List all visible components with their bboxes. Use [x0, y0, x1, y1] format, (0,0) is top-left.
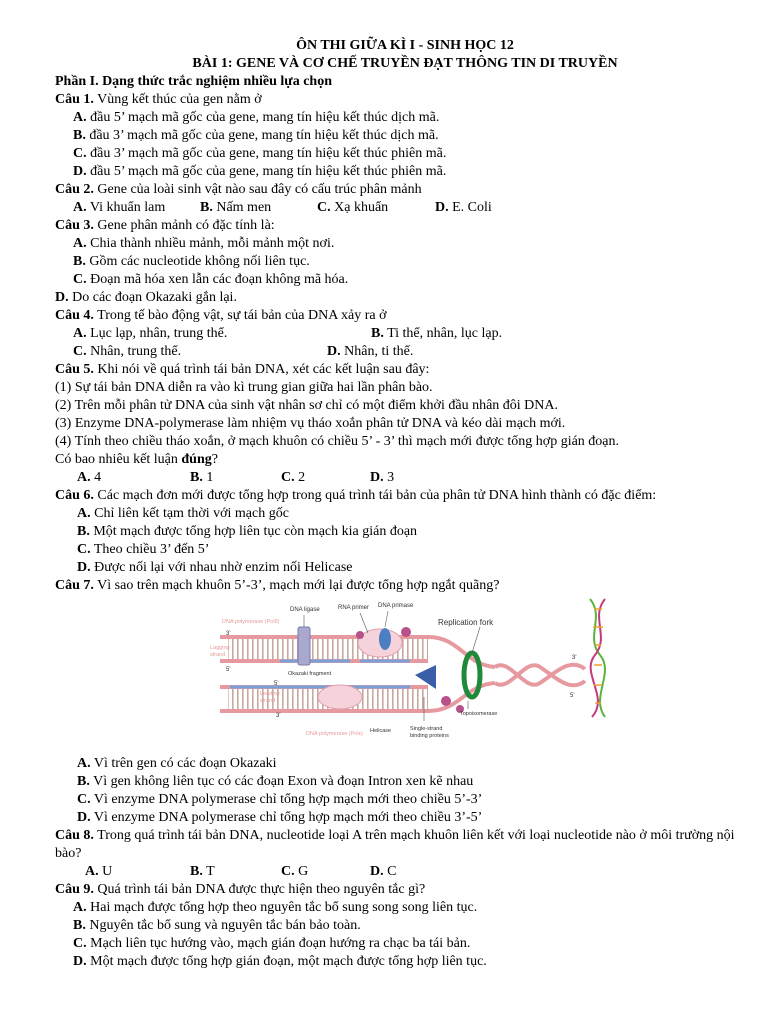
- option-label: C.: [317, 200, 331, 215]
- option-text: Lục lạp, nhân, trung thể.: [90, 326, 228, 341]
- question-text: Quá trình tái bản DNA được thực hiện theo nguyên tắc gì?: [93, 882, 426, 897]
- option-c: [55, 791, 755, 809]
- option-label: C.: [73, 936, 87, 951]
- option-d: [55, 559, 755, 577]
- question-text: Trong tế bào động vật, sự tái bản của DNA xảy ra ở: [93, 308, 387, 323]
- statement-4: (4) Tính theo chiều tháo xoắn, ở mạch khuôn có chiều 5’ - 3’ thì mạch mới được tổng hợp gián đoạn.: [55, 434, 620, 449]
- option-d: [435, 199, 492, 217]
- question-4: [55, 307, 755, 325]
- question-8: [55, 827, 755, 863]
- option-label: D.: [77, 560, 91, 575]
- option-d: [370, 469, 394, 487]
- option-d: [55, 289, 755, 307]
- question-number: Câu 5.: [55, 362, 94, 377]
- option-label: D.: [73, 164, 87, 179]
- question-number: Câu 6.: [55, 488, 94, 503]
- option-text: C: [387, 864, 397, 879]
- option-label: B.: [73, 128, 86, 143]
- option-label: D.: [55, 290, 69, 305]
- label-topoisomerase: Topoisomerase: [460, 711, 498, 717]
- question-text: Vì sao trên mạch khuôn 5’-3’, mạch mới lại được tổng hợp ngắt quãng?: [93, 578, 500, 593]
- question-2: [55, 181, 755, 199]
- option-b: [55, 127, 755, 145]
- option-text: Chỉ liên kết tạm thời với mạch gốc: [94, 506, 289, 521]
- question-number: Câu 1.: [55, 92, 94, 107]
- option-text: đầu 5’ mạch mã gốc của gene, mang tín hiệu kết thúc dịch mã.: [90, 110, 440, 125]
- doc-title-2: BÀI 1: GENE VÀ CƠ CHẾ TRUYỀN ĐẠT THÔNG TIN DI TRUYỀN: [192, 56, 618, 71]
- option-text: Nhân, ti thể.: [344, 344, 414, 359]
- option-a: [55, 755, 755, 773]
- option-text: Gồm các nucleotide không nối liên tục.: [89, 254, 310, 269]
- option-text: Vì trên gen có các đoạn Okazaki: [93, 756, 277, 771]
- option-a: [73, 199, 165, 217]
- option-text: Chia thành nhiều mảnh, mỗi mảnh một nơi.: [90, 236, 335, 251]
- option-text: 2: [298, 470, 306, 485]
- option-label: A.: [77, 756, 91, 771]
- option-b: [55, 523, 755, 541]
- question-number: Câu 7.: [55, 578, 94, 593]
- option-c: [55, 541, 755, 559]
- option-label: A.: [85, 864, 99, 879]
- label-helicase: Helicase: [370, 728, 392, 734]
- option-c: [281, 863, 308, 881]
- option-c: [55, 145, 755, 163]
- ssb-protein: [401, 627, 411, 637]
- question-9: [55, 881, 755, 899]
- statement-2: (2) Trên mỗi phân tử DNA của sinh vật nhân sơ chỉ có một điểm khởi đầu nhân đôi DNA.: [55, 398, 559, 413]
- option-text: T: [206, 864, 215, 879]
- label-3-upper: 3': [226, 631, 231, 637]
- question-number: Câu 4.: [55, 308, 94, 323]
- option-c: [55, 271, 755, 289]
- doc-title-1: ÔN THI GIỮA KÌ I - SINH HỌC 12: [296, 38, 514, 53]
- option-label: B.: [77, 524, 90, 539]
- option-a: [77, 469, 101, 487]
- option-c: [55, 935, 755, 953]
- option-text: Nguyên tắc bổ sung và nguyên tắc bán bảo toàn.: [89, 918, 361, 933]
- option-text: Đoạn mã hóa xen lẫn các đoạn không mã hóa.: [90, 272, 349, 287]
- label-ssb-1: Single-strand: [410, 726, 443, 732]
- option-text: 3: [387, 470, 395, 485]
- option-label: C.: [77, 792, 91, 807]
- label-dna-ligase: DNA ligase: [290, 607, 320, 613]
- dna-ligase-shape: [298, 627, 310, 665]
- option-label: D.: [435, 200, 449, 215]
- option-label: D.: [327, 344, 341, 359]
- label-3-lower: 3': [276, 713, 281, 719]
- option-label: C.: [281, 864, 295, 879]
- question-6: [55, 487, 755, 505]
- option-text: E. Coli: [452, 200, 492, 215]
- question-number: Câu 3.: [55, 218, 94, 233]
- question-1: [55, 91, 755, 109]
- prompt-emphasis: đúng: [181, 452, 212, 467]
- option-label: D.: [77, 810, 91, 825]
- option-text: Vì enzyme DNA polymerase chỉ tổng hợp mạch mới theo chiều 3’-5’: [93, 810, 483, 825]
- option-a: [55, 109, 755, 127]
- option-text: Xạ khuẩn: [334, 200, 389, 215]
- option-label: B.: [77, 774, 90, 789]
- option-a: [55, 235, 755, 253]
- option-text: đầu 3’ mạch mã gốc của gene, mang tín hiệu kết thúc dịch mã.: [89, 128, 439, 143]
- option-text: 1: [206, 470, 214, 485]
- option-b: [55, 773, 755, 791]
- option-b: [190, 863, 215, 881]
- options-row: [55, 863, 755, 881]
- option-text: Hai mạch được tổng hợp theo nguyên tắc bổ sung song song liên tục.: [90, 900, 478, 915]
- option-label: B.: [73, 254, 86, 269]
- option-b: [55, 253, 755, 271]
- prompt-text: Có bao nhiêu kết luận: [55, 452, 182, 467]
- option-label: B.: [371, 326, 384, 341]
- option-label: A.: [73, 200, 87, 215]
- question-prompt: [55, 451, 755, 469]
- question-text: Gene của loài sinh vật nào sau đây có cấu trúc phân mảnh: [93, 182, 422, 197]
- question-number: Câu 2.: [55, 182, 94, 197]
- option-c: [73, 343, 181, 361]
- option-text: Được nối lại với nhau nhờ enzim nối Helicase: [94, 560, 353, 575]
- question-number: Câu 9.: [55, 882, 94, 897]
- label-polymerase-bottom: DNA polymerase (Polε): [306, 731, 363, 737]
- question-text: Vùng kết thúc của gen nằm ở: [93, 92, 262, 107]
- option-label: A.: [77, 506, 91, 521]
- option-text: 4: [94, 470, 102, 485]
- option-b: [55, 917, 755, 935]
- option-label: B.: [190, 470, 203, 485]
- question-text: Gene phân mảnh có đặc tính là:: [93, 218, 275, 233]
- option-text: Theo chiều 3’ đến 5’: [93, 542, 210, 557]
- option-label: A.: [73, 236, 87, 251]
- option-label: C.: [73, 272, 87, 287]
- options-row: [55, 469, 755, 487]
- option-text: Vi khuẩn lam: [89, 200, 166, 215]
- option-label: A.: [73, 326, 87, 341]
- option-text: Do các đoạn Okazaki gắn lại.: [72, 290, 237, 305]
- statement-3: (3) Enzyme DNA-polymerase làm nhiệm vụ tháo xoắn phân tử DNA và kéo dài mạch mới.: [55, 416, 566, 431]
- option-text: Một mạch được tổng hợp gián đoạn, một mạch được tổng hợp liên tục.: [90, 954, 487, 969]
- question-text: Trong quá trình tái bản DNA, nucleotide loại A trên mạch khuôn liên kết với loại nucleotide nào ở môi trường nội bào?: [55, 828, 735, 861]
- option-text: đầu 3’ mạch mã gốc của gene, mang tín hiệu kết thúc phiên mã.: [90, 146, 447, 161]
- question-3: [55, 217, 755, 235]
- option-label: D.: [73, 954, 87, 969]
- primase-shape: [379, 628, 391, 650]
- option-b: [371, 325, 502, 343]
- label-rna-primer: RNA primer: [338, 605, 370, 611]
- label-5-lower: 5': [274, 681, 279, 687]
- polymerase-lower: [318, 685, 362, 709]
- option-label: C.: [73, 146, 87, 161]
- question-number: Câu 8.: [55, 828, 94, 843]
- option-label: B.: [73, 918, 86, 933]
- options-row: [55, 325, 755, 343]
- label-okazaki: Okazaki fragment: [288, 671, 332, 677]
- label-5-upper: 5': [226, 667, 231, 673]
- option-text: Vì gen không liên tục có các đoạn Exon và đoạn Intron xen kẽ nhau: [93, 774, 474, 789]
- options-row: [55, 343, 755, 361]
- label-3-right: 3': [572, 655, 577, 661]
- option-label: A.: [73, 110, 87, 125]
- question-text: Các mạch đơn mới được tổng hợp trong quá trình tái bản của phân tử DNA hình thành có đặc điểm:: [93, 488, 657, 503]
- option-label: C.: [73, 344, 87, 359]
- label-leading: Leading: [260, 691, 280, 697]
- option-label: A.: [77, 470, 91, 485]
- option-b: [200, 199, 271, 217]
- option-text: Mạch liên tục hướng vào, mạch gián đoạn hướng ra chạc ba tái bản.: [90, 936, 471, 951]
- prompt-end: ?: [211, 452, 218, 467]
- option-a: [55, 505, 755, 523]
- statement-1: (1) Sự tái bản DNA diễn ra vào kì trung gian giữa hai lần phân bào.: [55, 380, 433, 395]
- options-row: [55, 199, 755, 217]
- option-text: U: [102, 864, 113, 879]
- option-text: đầu 5’ mạch mã gốc của gene, mang tín hiệu kết thúc phiên mã.: [90, 164, 447, 179]
- option-label: D.: [370, 470, 384, 485]
- option-d: [55, 163, 755, 181]
- option-d: [370, 863, 396, 881]
- question-7: [55, 577, 755, 595]
- option-text: Một mạch được tổng hợp liên tục còn mạch kia gián đoạn: [93, 524, 418, 539]
- option-b: [190, 469, 213, 487]
- label-5-right: 5': [570, 693, 575, 699]
- document-page: [55, 37, 755, 971]
- option-d: [55, 809, 755, 827]
- section-heading: Phần I. Dạng thức trắc nghiệm nhiều lựa chọn: [55, 74, 332, 89]
- option-a: [55, 899, 755, 917]
- label-dna-primase: DNA primase: [378, 603, 414, 609]
- option-c: [317, 199, 388, 217]
- label-replication-fork: Replication fork: [438, 618, 494, 627]
- option-d: [55, 953, 755, 971]
- option-text: Nhân, trung thể.: [90, 344, 182, 359]
- question-text: Khi nói về quá trình tái bản DNA, xét các kết luận sau đây:: [93, 362, 430, 377]
- label-lagging-strand: strand: [210, 652, 226, 658]
- option-d: [327, 343, 413, 361]
- option-a: [73, 325, 227, 343]
- option-label: B.: [190, 864, 203, 879]
- label-polymerase-top: DNA polymerase (Polδ): [222, 619, 280, 625]
- option-text: G: [298, 864, 309, 879]
- option-label: D.: [370, 864, 384, 879]
- option-label: B.: [200, 200, 213, 215]
- option-c: [281, 469, 305, 487]
- option-text: Ti thể, nhân, lục lạp.: [387, 326, 503, 341]
- option-label: C.: [281, 470, 295, 485]
- option-a: [85, 863, 112, 881]
- question-5: [55, 361, 755, 379]
- label-leading-strand: strand: [260, 698, 276, 704]
- dna-replication-diagram: [210, 597, 650, 755]
- option-label: A.: [73, 900, 87, 915]
- label-lagging: Lagging: [210, 645, 230, 651]
- option-label: C.: [77, 542, 91, 557]
- option-text: Nấm men: [216, 200, 272, 215]
- option-text: Vì enzyme DNA polymerase chỉ tổng hợp mạch mới theo chiều 5’-3’: [93, 792, 483, 807]
- label-ssb-2: binding proteins: [410, 733, 449, 739]
- dna-replication-figure: [55, 595, 755, 755]
